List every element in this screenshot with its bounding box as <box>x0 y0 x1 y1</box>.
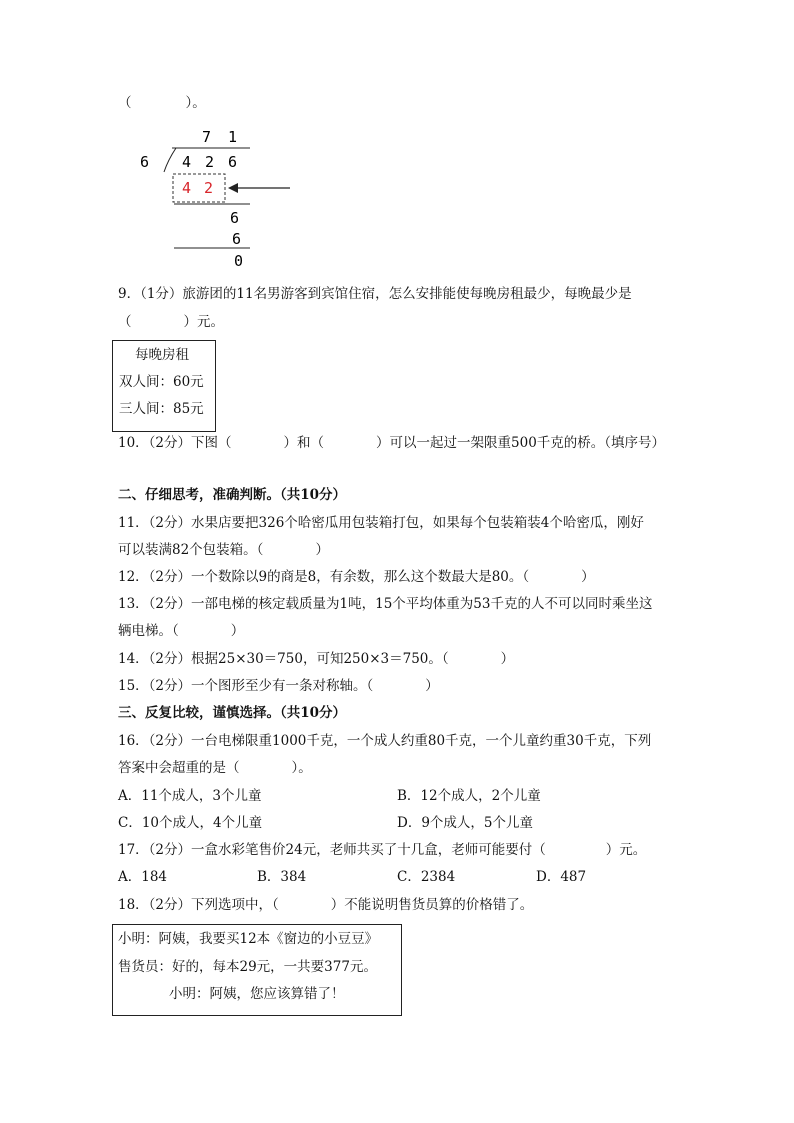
q17-option-b[interactable]: B．384 <box>257 869 307 885</box>
rent-row-triple: 三人间：85元 <box>119 401 204 417</box>
q10-question <box>118 437 665 451</box>
dividend-digit-3: 6 <box>228 153 238 171</box>
rent-row-double: 双人间：60元 <box>119 374 204 390</box>
paren-close: ） <box>581 569 595 585</box>
paren-close: ） <box>230 623 245 639</box>
q10-text-1: 10．（2分）下图（ <box>118 435 232 451</box>
q14-question <box>118 653 514 667</box>
q16-line-2 <box>118 762 312 776</box>
paren-close: ）。 <box>291 760 312 776</box>
q9-answer-line <box>118 316 224 330</box>
highlight-digit-2: 2 <box>204 179 214 197</box>
q13-line-1: 13．（2分）一部电梯的核定载质量为1吨，15个平均体重为53千克的人不可以同时乘坐这 <box>118 596 653 612</box>
q10-text-2: ）和（ <box>283 435 325 451</box>
highlight-digit-1: 4 <box>182 179 192 197</box>
q12-text: 12．（2分）一个数除以9的商是8，有余数，那么这个数最大是80。（ <box>118 569 530 585</box>
division-bracket <box>164 148 176 172</box>
q18-question <box>118 899 533 913</box>
paren-open: （ <box>118 314 132 330</box>
q16-option-a[interactable]: A．11个成人，3个儿童 <box>118 788 262 804</box>
q10-text-3: ）可以一起过一架限重500千克的桥。（填序号） <box>376 435 666 451</box>
q16-line-1: 16．（2分）一台电梯限重1000千克，一个成人约重80千克，一个儿童约重30千克，下列 <box>118 733 652 749</box>
section-2-title: 二、仔细思考，准确判断。（共10分） <box>118 487 347 503</box>
q18-text-end: ）不能说明售货员算的价格错了。 <box>330 897 534 913</box>
q17-text: 17．（2分）一盒水彩笔售价24元，老师共买了十几盒，老师可能要付（ <box>118 842 546 858</box>
highlight-dashed-box <box>173 174 225 202</box>
step-product-digit: 6 <box>232 230 242 248</box>
q11-line-2 <box>118 544 329 558</box>
dividend-digit-2: 2 <box>205 153 215 171</box>
q11-line-1: 11．（2分）水果店要把326个哈密瓜用包装箱打包，如果每个包装箱装4个哈密瓜，刚好 <box>118 515 644 531</box>
q9-question: 9．（1分）旅游团的11名男游客到宾馆住宿，怎么安排能使每晚房租最少，每晚最少是 <box>118 286 632 302</box>
bring-down-digit: 6 <box>230 209 240 227</box>
paren-close: ） <box>315 542 329 558</box>
q16-option-b[interactable]: B．12个成人，2个儿童 <box>397 788 541 804</box>
section-3-title: 三、反复比较，谨慎选择。（共10分） <box>118 705 347 721</box>
q17-option-c[interactable]: C．2384 <box>397 869 456 885</box>
q8-answer-line: （ ）。 <box>118 95 206 111</box>
q17-question <box>118 844 646 858</box>
q12-question <box>118 571 595 585</box>
q13-text: 辆电梯。（ <box>118 623 179 639</box>
remainder-digit: 0 <box>234 252 244 270</box>
q14-text: 14．（2分）根据25×30＝750，可知250×3＝750。（ <box>118 651 449 667</box>
q16-option-d[interactable]: D．9个成人，5个儿童 <box>397 815 534 831</box>
divisor: 6 <box>140 153 150 171</box>
paren-close: ） <box>425 678 439 694</box>
q16-text: 答案中会超重的是（ <box>118 760 240 776</box>
q15-question <box>118 680 439 694</box>
dialog-line-3: 小明：阿姨，您应该算错了！ <box>169 986 345 1002</box>
quotient-digit-1: 7 <box>202 128 212 146</box>
q11-text: 可以装满82个包装箱。（ <box>118 542 264 558</box>
q13-line-2 <box>118 625 244 639</box>
q16-option-c[interactable]: C．10个成人，4个儿童 <box>118 815 263 831</box>
arrow-left-icon <box>228 183 238 193</box>
rent-price-box <box>112 340 216 432</box>
q18-text: 18．（2分）下列选项中，（ <box>118 897 279 913</box>
dialog-box <box>112 924 402 1016</box>
paren-close-unit: ）元。 <box>183 314 224 330</box>
long-division-figure <box>130 120 310 275</box>
quotient-digit-2: 1 <box>228 128 238 146</box>
dialog-line-1: 小明：阿姨，我要买12本《窗边的小豆豆》 <box>118 931 379 947</box>
dialog-line-2: 售货员：好的，每本29元，一共要377元。 <box>118 959 377 975</box>
q17-option-a[interactable]: A．184 <box>118 869 168 885</box>
paren-close-unit: ）元。 <box>605 842 647 858</box>
paren-close: ） <box>500 651 515 667</box>
dividend-digit-1: 4 <box>182 153 192 171</box>
q17-option-d[interactable]: D．487 <box>536 869 587 885</box>
q15-text: 15．（2分）一个图形至少有一条对称轴。（ <box>118 678 374 694</box>
rent-table-title: 每晚房租 <box>135 347 189 363</box>
